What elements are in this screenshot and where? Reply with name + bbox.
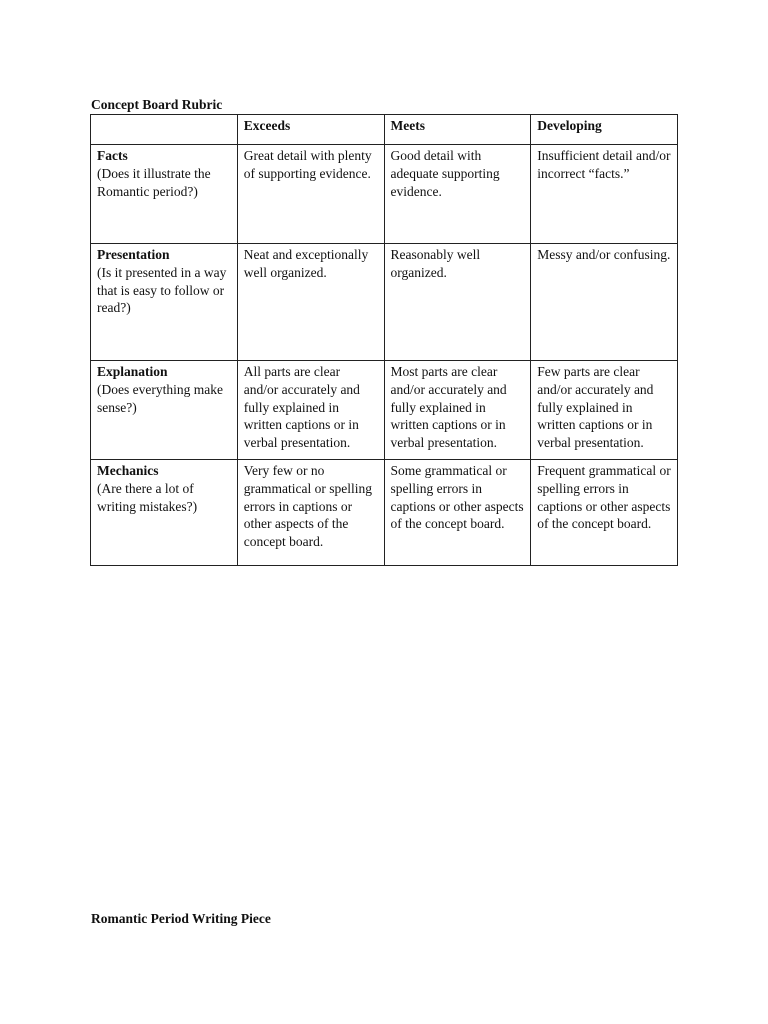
exceeds-cell: Neat and exceptionally well organized. — [237, 244, 384, 361]
developing-cell: Frequent grammatical or spelling errors in captions or other aspects of the concept board. — [531, 460, 678, 566]
exceeds-cell: Great detail with plenty of supporting evidence. — [237, 145, 384, 244]
section-title: Romantic Period Writing Piece — [91, 911, 271, 926]
criterion-question: (Does it illustrate the Romantic period?) — [97, 165, 211, 199]
criterion-name: Presentation — [97, 247, 170, 262]
criterion-cell — [91, 361, 238, 460]
criterion-question: (Is it presented in a way that is easy to follow or read?) — [97, 264, 227, 316]
table-row-facts — [91, 145, 678, 244]
header-cell-exceeds: Exceeds — [237, 115, 384, 145]
criterion-cell — [91, 244, 238, 361]
meets-cell: Most parts are clear and/or accurately and fully explained in written captions or in verbal presentation. — [384, 361, 531, 460]
criterion-question: (Are there a lot of writing mistakes?) — [97, 480, 198, 514]
criterion-name: Explanation — [97, 364, 168, 379]
meets-cell: Reasonably well organized. — [384, 244, 531, 361]
page-title: Concept Board Rubric — [91, 97, 223, 112]
developing-cell: Few parts are clear and/or accurately and fully explained in written captions or in verbal presentation. — [531, 361, 678, 460]
header-row — [91, 115, 678, 145]
exceeds-cell: All parts are clear and/or accurately and fully explained in written captions or in verbal presentation. — [237, 361, 384, 460]
exceeds-cell: Very few or no grammatical or spelling errors in captions or other aspects of the concept board. — [237, 460, 384, 566]
developing-cell: Messy and/or confusing. — [531, 244, 678, 361]
header-cell-developing: Developing — [531, 115, 678, 145]
rubric-table — [90, 114, 678, 566]
criterion-name: Mechanics — [97, 463, 159, 478]
table-row-explanation — [91, 361, 678, 460]
meets-cell: Some grammatical or spelling errors in captions or other aspects of the concept board. — [384, 460, 531, 566]
header-cell-meets: Meets — [384, 115, 531, 145]
meets-cell: Good detail with adequate supporting evidence. — [384, 145, 531, 244]
criterion-name: Facts — [97, 148, 128, 163]
table-row-mechanics — [91, 460, 678, 566]
table-row-presentation — [91, 244, 678, 361]
criterion-question: (Does everything make sense?) — [97, 381, 223, 415]
criterion-cell — [91, 460, 238, 566]
criterion-cell — [91, 145, 238, 244]
developing-cell: Insufficient detail and/or incorrect “facts.” — [531, 145, 678, 244]
header-cell-blank — [91, 115, 238, 145]
